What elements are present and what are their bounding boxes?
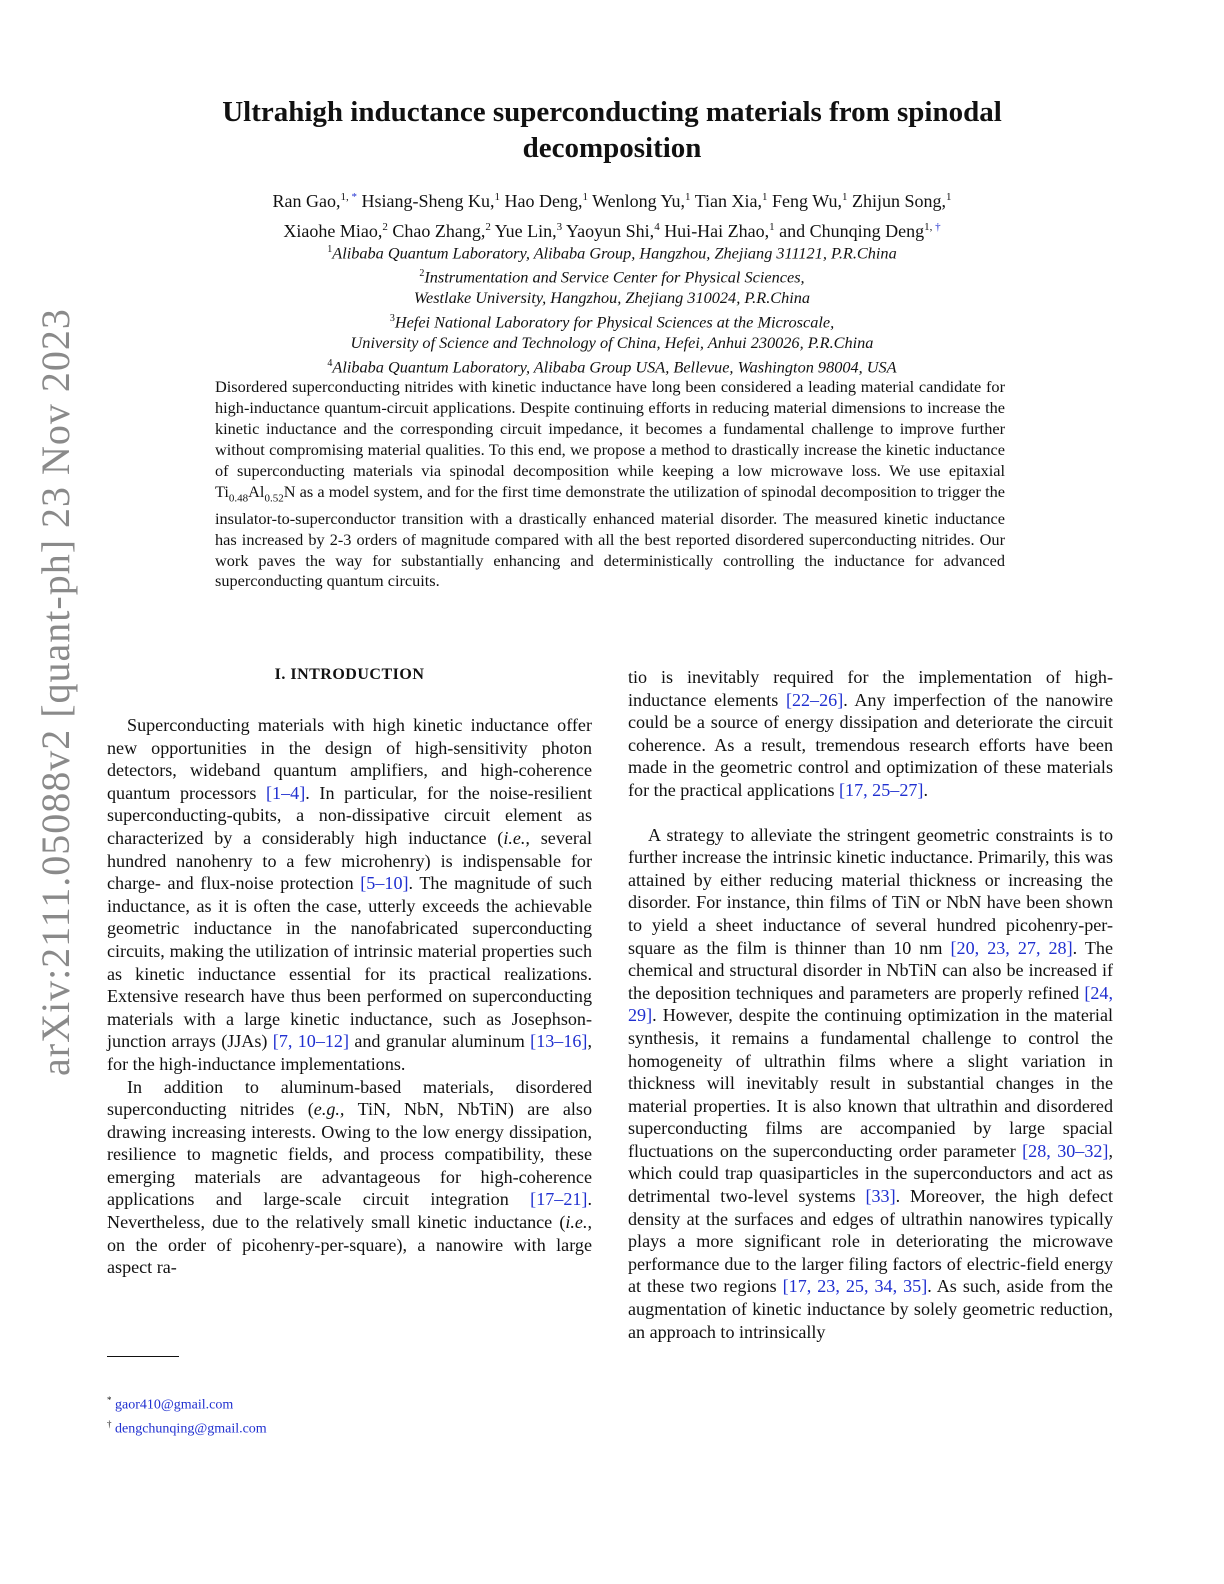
author-affiliation-mark: 1, † — [924, 221, 941, 233]
citation-link[interactable]: [17–21] — [530, 1189, 588, 1210]
abstract-text-al: Al — [248, 481, 265, 501]
paragraph-text: A strategy to alleviate the stringent geometric constraints is to further increase the intrinsic kinetic inductance. Primarily, this was attained by either reducing material thickness or increasing the disorder. For instance, thin films of TiN or NbN have been shown to yield a sheet inductance of several hundred picohenry-per-square as the film is thinner than 10 nm — [628, 824, 1113, 958]
affiliation-text: Hefei National Laboratory for Physical Sciences at the Microscale, — [394, 312, 835, 332]
author-name: Tian Xia, — [690, 191, 763, 211]
paragraph-text: . The chemical and structural disorder in NbTiN can also be increased if the deposition techniques and parameters are properly refined — [628, 937, 1113, 1003]
author-affiliation-mark: 4 — [654, 221, 660, 233]
affiliation-text: Westlake University, Hangzhou, Zhejiang 310024, P.R.China — [413, 288, 811, 308]
paragraph-text: . Any imperfection of the nanowire could be a source of energy dissipation and deteriorate the circuit coherence. As a result, tremendous research efforts have been made in the geometric control and optimization of these materials for the practical applications — [628, 689, 1113, 800]
citation-link[interactable]: [28, 30–32] — [1022, 1140, 1109, 1161]
paragraph-text: , which could trap quasiparticles in the superconductors and act as detrimental two-level systems — [628, 1140, 1113, 1207]
citation-link[interactable]: [1–4] — [266, 782, 306, 803]
author-affiliation-mark: 1, * — [340, 191, 357, 203]
italic-text: e.g., — [313, 1099, 345, 1120]
right-column — [628, 666, 1113, 1343]
corresponding-author-link[interactable]: * — [351, 191, 357, 203]
intro-paragraph-2-continued — [628, 666, 1113, 802]
abstract-text-part2: N as a model system, and for the first time demonstrate the utilization of spinodal decomposition to trigger the insulator-to-superconductor transition with a drastically enhanced material disorder. The measured kinetic inductance has increased by 2-3 orders of magnitude compared with all the best reported disordered superconducting nitrides. Our work paves the way for substantially enhancing and deterministically controlling the inductance for advanced superconducting quantum circuits. — [215, 481, 1005, 591]
affiliation-line — [130, 333, 1094, 354]
abstract-subscript-al: 0.52 — [264, 491, 284, 504]
author-affiliation-mark: 1 — [582, 191, 588, 203]
footnote-divider — [107, 1356, 179, 1357]
paragraph-text: . Nevertheless, due to the relatively small kinetic inductance ( — [107, 1189, 592, 1233]
affiliation-text: Alibaba Quantum Laboratory, Alibaba Group USA, Bellevue, Washington 98004, USA — [332, 357, 897, 377]
intro-paragraph-3 — [628, 824, 1113, 1344]
footnote-line — [107, 1415, 527, 1439]
author-list — [130, 184, 1094, 244]
arxiv-identifier-stamp: arXiv:2111.05088v2 [quant-ph] 23 Nov 2023 — [33, 308, 78, 1076]
footnotes — [107, 1391, 527, 1438]
citation-link[interactable]: [13–16] — [530, 1031, 588, 1052]
author-name: Hui-Hai Zhao, — [659, 221, 770, 241]
affiliation-line — [130, 354, 1094, 378]
left-column — [107, 664, 592, 1279]
abstract-text-part1: Disordered superconducting nitrides with kinetic inductance have long been considered a leading material candidate for high-inductance quantum-circuit applications. Despite continuing efforts in reducing material dimensions to increase the kinetic inductance and the corresponding circuit impedance, it becomes a fundamental challenge to improve further without compromising material qualities. To this end, we propose a method to drastically increase the kinetic inductance of superconducting materials via spinodal decomposition while keeping a low microwave loss. We use epitaxial Ti — [215, 377, 1005, 501]
affiliation-line — [130, 309, 1094, 333]
author-name: Wenlong Yu, — [587, 191, 686, 211]
author-affiliation-mark: 1 — [842, 191, 848, 203]
abstract-subscript-ti: 0.48 — [228, 491, 249, 504]
author-name: Feng Wu, — [767, 191, 842, 211]
author-name: Xiaohe Miao, — [283, 221, 383, 241]
footnote-mark: * — [107, 1395, 112, 1405]
paragraph-text: . However, despite the continuing optimization in the material synthesis, it remains a fundamental challenge to control the homogeneity of ultrathin films where a slight variation in thickness will inevitably result in substantial changes in the material properties. It is also known that ultrathin and disordered superconducting films are accompanied by large spacial fluctuations on the superconducting order parameter — [628, 1005, 1113, 1161]
author-line-1 — [130, 184, 1094, 214]
author-name: Hao Deng, — [499, 191, 583, 211]
italic-text: i.e., — [503, 827, 530, 848]
author-affiliation-mark: 3 — [556, 221, 563, 233]
section-heading-introduction: I. INTRODUCTION — [274, 666, 425, 683]
citation-link[interactable]: [20, 23, 27, 28] — [950, 937, 1073, 958]
affiliation-line — [130, 240, 1094, 264]
affiliation-number: 4 — [327, 358, 333, 370]
abstract — [215, 377, 1005, 592]
paragraph-text: , on the order of picohenry-per-square), a nanowire with large aspect ra- — [107, 1212, 592, 1278]
author-name: Chao Zhang, — [387, 221, 486, 241]
citation-link[interactable]: [5–10] — [360, 873, 409, 894]
author-name: Zhijun Song, — [847, 191, 947, 211]
corresponding-author-link[interactable]: † — [935, 221, 941, 233]
author-affiliation-mark: 1 — [762, 191, 768, 203]
paper-title: Ultrahigh inductance superconducting materials from spinodal decomposition — [222, 96, 1002, 164]
footnote-line — [107, 1391, 527, 1415]
author-name: Yue Lin, — [490, 221, 557, 241]
paragraph-text: . — [923, 779, 928, 800]
paragraph-text: TiN, NbN, NbTiN) are also drawing increasing interests. Owing to the low energy dissipation, resilience to magnetic fields, and process compatibility, these emerging materials are advantageous for high-coherence applications and large-scale circuit integration — [107, 1099, 592, 1210]
affiliation-text: Alibaba Quantum Laboratory, Alibaba Group, Hangzhou, Zhejiang 311121, P.R.China — [332, 243, 897, 263]
author-affiliation-mark: 1 — [769, 221, 775, 233]
affiliation-list — [130, 240, 1094, 378]
italic-text: i.e. — [565, 1212, 588, 1233]
affiliation-text: Instrumentation and Service Center for Physical Sciences, — [424, 267, 805, 287]
paragraph-text: Superconducting materials with high kinetic inductance offer new opportunities in the design of high-sensitivity photon detectors, wideband quantum amplifiers, and high-coherence quantum processors — [107, 715, 592, 803]
intro-paragraph-1 — [107, 714, 592, 1076]
affiliation-number: 2 — [419, 268, 425, 280]
affiliation-line — [130, 288, 1094, 309]
citation-link[interactable]: [33] — [865, 1186, 896, 1207]
footnote-mark: † — [107, 1418, 112, 1429]
affiliation-number: 1 — [327, 244, 333, 255]
paragraph-text: . As such, aside from the augmentation of kinetic inductance by solely geometric reduction, an approach to intrinsically — [628, 1276, 1113, 1342]
affiliation-line — [130, 264, 1094, 288]
author-name: Yaoyun Shi, — [562, 221, 655, 241]
paragraph-text: . In particular, for the noise-resilient superconducting-qubits, a non-dissipative circuit element as characterized by a considerably high inductance ( — [107, 782, 592, 848]
paragraph-text: . The magnitude of such inductance, as it is often the case, utterly exceeds the achievable geometric inductance in the nanofabricated superconducting circuits, making the utilization of intrinsic material properties such as kinetic inductance essential for its practical realizations. Extensive research have thus been performed on superconducting materials with a large kinetic inductance, such as Josephson-junction arrays (JJAs) — [107, 873, 592, 1052]
paragraph-text: tio is inevitably required for the implementation of high-inductance elements — [628, 667, 1113, 710]
citation-link[interactable]: [7, 10–12] — [272, 1031, 349, 1052]
paragraph-text: In addition to aluminum-based materials, disordered superconducting nitrides ( — [107, 1076, 592, 1120]
paragraph-text: and granular aluminum — [349, 1031, 531, 1052]
author-affiliation-mark: 1 — [946, 191, 952, 203]
author-name: and Chunqing Deng — [774, 221, 925, 241]
author-name: Hsiang-Sheng Ku, — [356, 191, 495, 211]
citation-link[interactable]: [24, 29] — [628, 982, 1113, 1026]
paragraph-text: several hundred nanohenry to a few microhenry) is indispensable for charge- and flux-noise protection — [107, 827, 592, 894]
paragraph-text: , for the high-inductance implementations. — [107, 1031, 592, 1074]
intro-paragraph-2 — [107, 1076, 592, 1279]
author-affiliation-mark: 1 — [685, 191, 691, 203]
citation-link[interactable]: [17, 23, 25, 34, 35] — [782, 1276, 928, 1297]
affiliation-text: University of Science and Technology of China, Hefei, Anhui 230026, P.R.China — [350, 333, 874, 353]
citation-link[interactable]: [17, 25–27] — [839, 779, 924, 800]
author-affiliation-mark: 2 — [485, 221, 491, 233]
author-affiliation-mark: 2 — [382, 221, 388, 233]
author-affiliation-mark: 1 — [494, 191, 500, 203]
email-link[interactable]: gaor410@gmail.com — [115, 1397, 234, 1413]
email-link[interactable]: dengchunqing@gmail.com — [115, 1421, 267, 1437]
author-name: Ran Gao, — [272, 191, 341, 211]
paragraph-text: . Moreover, the high defect density at the surfaces and edges of ultrathin nanowires typically plays a more significant role in deteriorating the microwave performance due to the larger filing factors of electric-field energy at these two regions — [628, 1186, 1113, 1297]
citation-link[interactable]: [22–26] — [785, 689, 844, 710]
affiliation-number: 3 — [389, 313, 395, 325]
